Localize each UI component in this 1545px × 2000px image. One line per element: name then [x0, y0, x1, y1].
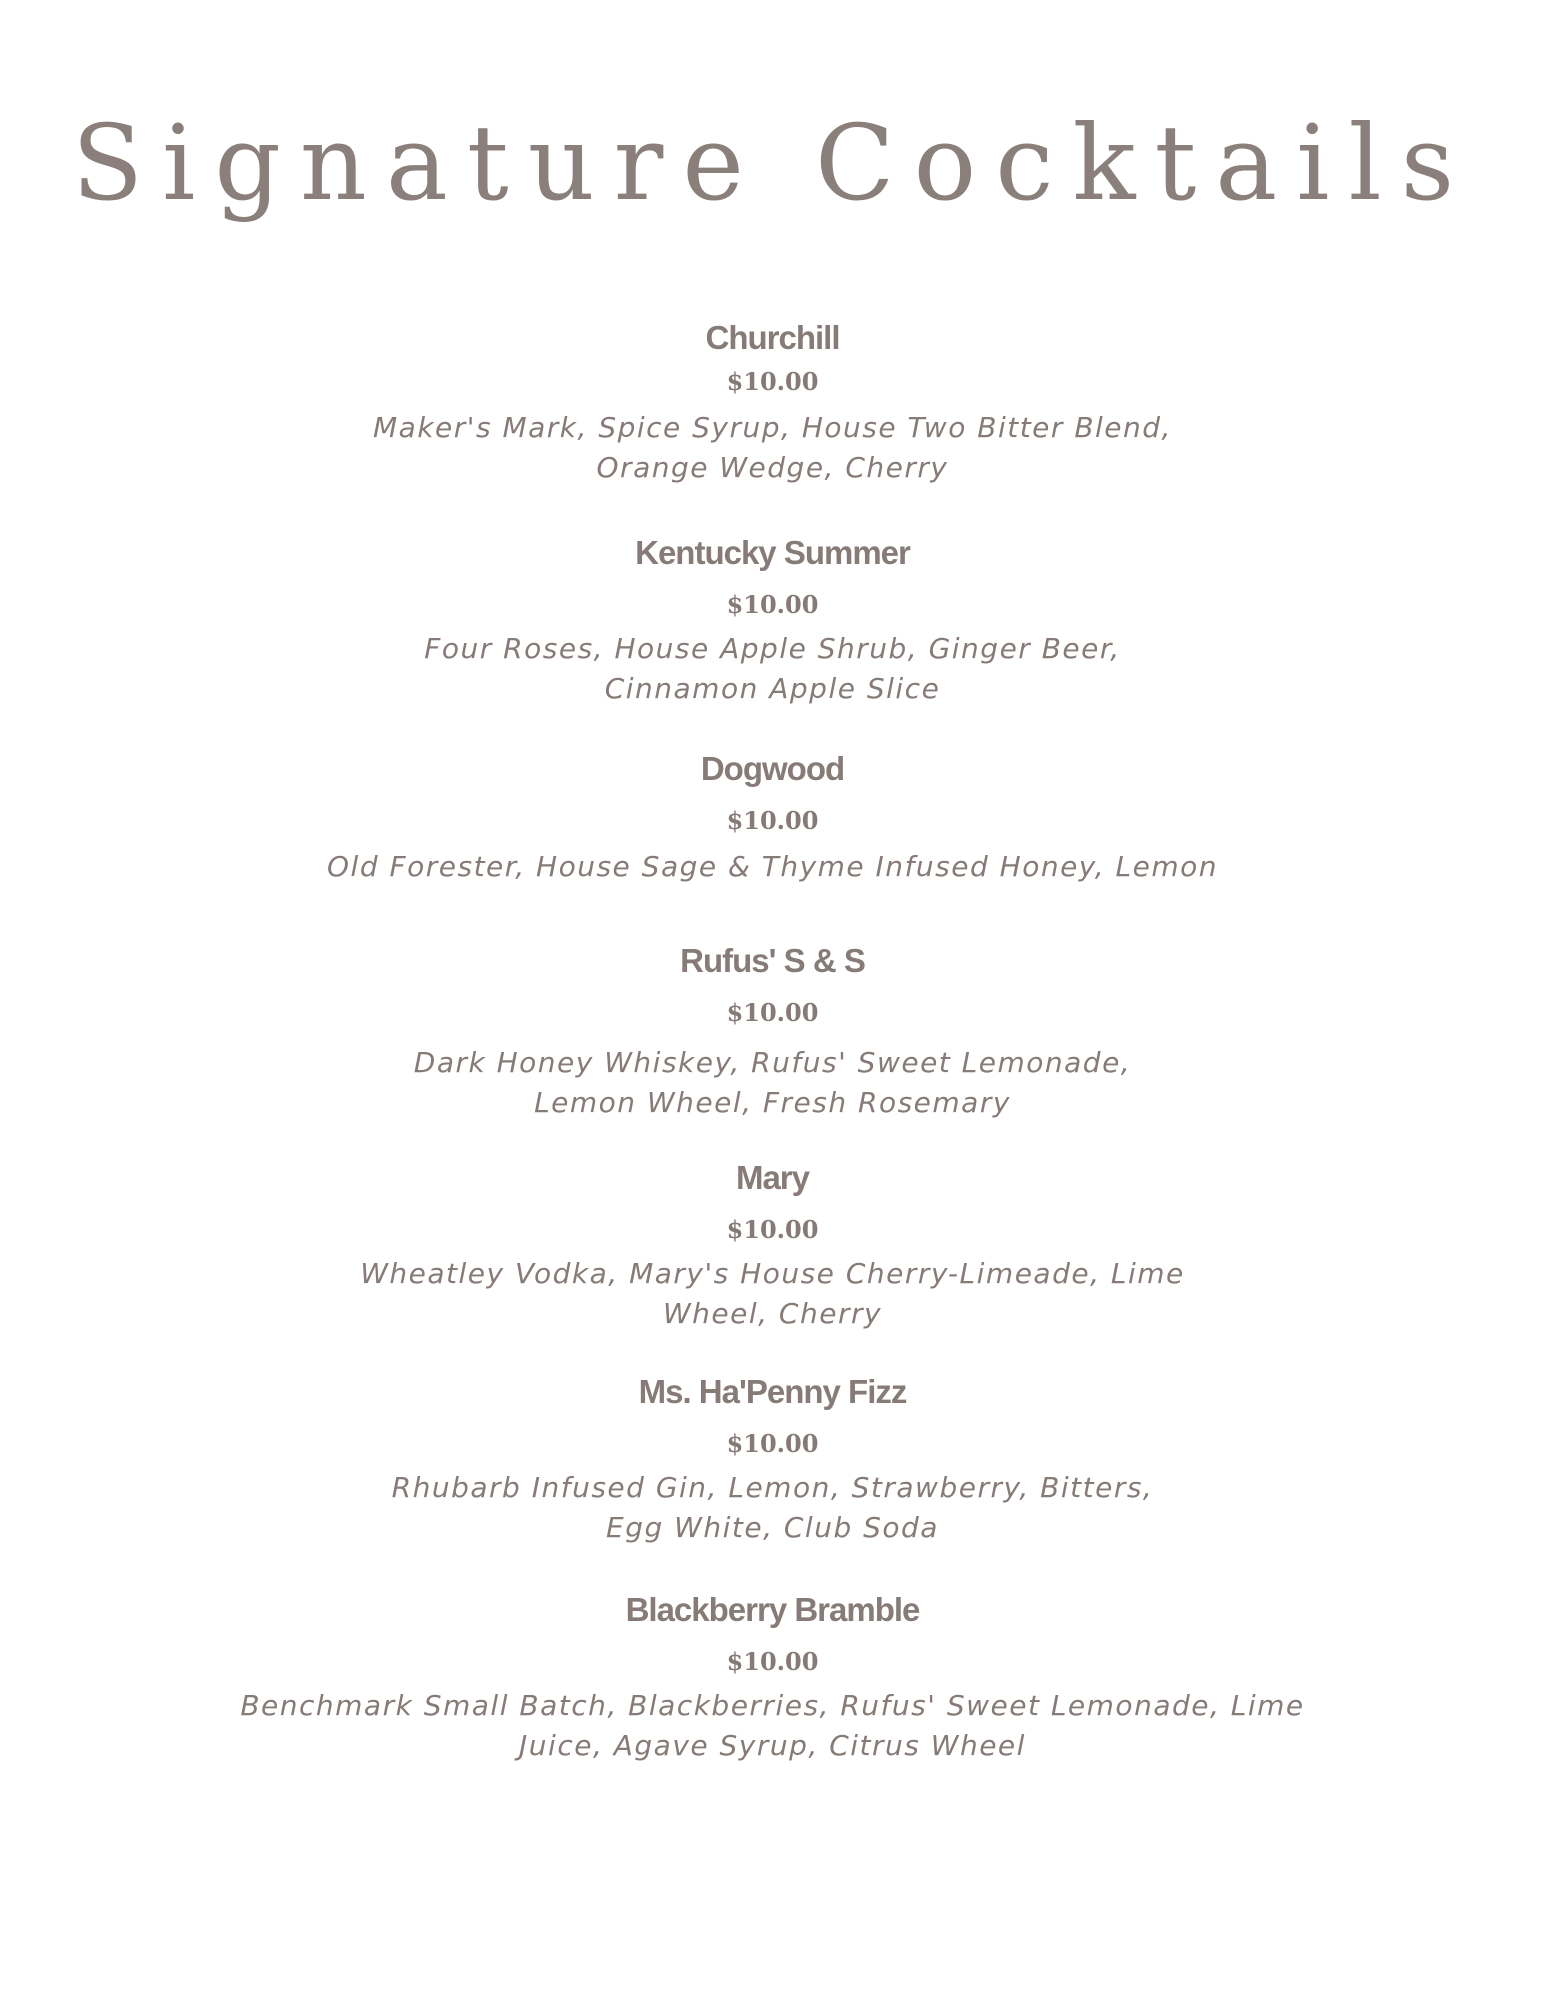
description-line: Maker's Mark, Spice Syrup, House Two Bitter Blend, — [373, 411, 1172, 444]
cocktail-name: Ms. Ha'Penny Fizz — [638, 1373, 907, 1410]
cocktail-description — [0, 629, 1545, 709]
menu-item-mary — [0, 1158, 1545, 1334]
cocktail-price: $10.00 — [726, 1647, 819, 1676]
description-line: Benchmark Small Batch, Blackberries, Rufus' Sweet Lemonade, Lime — [240, 1689, 1305, 1722]
cocktail-price: $10.00 — [726, 367, 819, 396]
cocktail-price: $10.00 — [726, 998, 819, 1027]
cocktail-description — [0, 408, 1545, 488]
description-line: Orange Wedge, Cherry — [596, 451, 949, 484]
cocktail-description — [0, 1686, 1545, 1766]
description-line: Wheatley Vodka, Mary's House Cherry-Limeade, Lime — [360, 1257, 1185, 1290]
menu-title: Signature Cocktails — [71, 102, 1474, 224]
cocktail-description — [0, 1043, 1545, 1123]
description-line: Juice, Agave Syrup, Citrus Wheel — [519, 1729, 1026, 1762]
description-line: Egg White, Club Soda — [606, 1511, 939, 1544]
menu-item-dogwood — [0, 749, 1545, 887]
menu-item-ms-hapenny-fizz — [0, 1372, 1545, 1548]
menu-item-rufus-s-and-s — [0, 941, 1545, 1123]
description-line: Wheel, Cherry — [662, 1297, 883, 1330]
cocktail-price: $10.00 — [726, 1215, 819, 1244]
description-line: Cinnamon Apple Slice — [604, 672, 941, 705]
cocktail-price: $10.00 — [726, 590, 819, 619]
cocktail-name: Blackberry Bramble — [625, 1591, 920, 1628]
description-line: Old Forester, House Sage & Thyme Infused Honey, Lemon — [327, 850, 1218, 883]
description-line: Lemon Wheel, Fresh Rosemary — [534, 1086, 1011, 1119]
menu-item-blackberry-bramble — [0, 1590, 1545, 1766]
menu-item-kentucky-summer — [0, 533, 1545, 709]
description-line: Rhubarb Infused Gin, Lemon, Strawberry, Bitters, — [391, 1471, 1154, 1504]
cocktail-description — [0, 847, 1545, 887]
description-line: Four Roses, House Apple Shrub, Ginger Beer, — [424, 632, 1121, 665]
cocktail-price: $10.00 — [726, 1429, 819, 1458]
cocktail-name: Kentucky Summer — [635, 534, 910, 571]
cocktail-description — [0, 1468, 1545, 1548]
cocktail-name: Dogwood — [700, 750, 845, 787]
cocktail-name: Rufus' S & S — [680, 942, 865, 979]
cocktail-price: $10.00 — [726, 806, 819, 835]
description-line: Dark Honey Whiskey, Rufus' Sweet Lemonade, — [413, 1046, 1132, 1079]
cocktail-name: Mary — [735, 1159, 810, 1196]
cocktail-description — [0, 1254, 1545, 1334]
menu-item-churchill — [0, 318, 1545, 488]
cocktail-name: Churchill — [705, 319, 840, 356]
